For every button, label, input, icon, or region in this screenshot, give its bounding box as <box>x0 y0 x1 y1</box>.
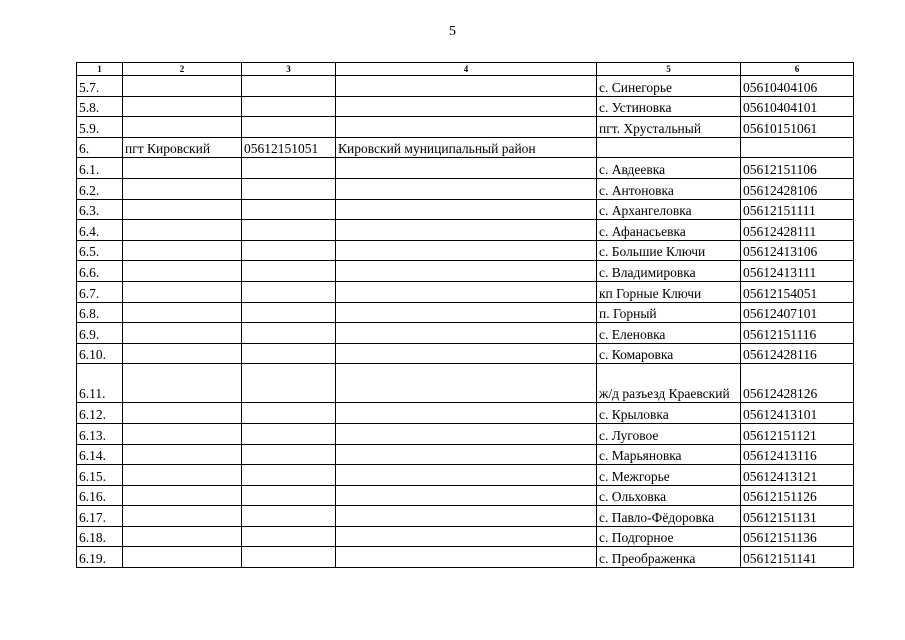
code-cell <box>741 137 854 158</box>
column2-cell <box>123 281 242 302</box>
column4-cell <box>336 178 597 199</box>
table-row <box>77 240 854 261</box>
locality-cell: с. Синегорье <box>597 76 741 97</box>
column4-cell <box>336 220 597 241</box>
row-number-cell: 6.14. <box>77 444 123 465</box>
row-number-cell: 6.19. <box>77 547 123 568</box>
table-row <box>77 178 854 199</box>
code-cell: 05612428116 <box>741 343 854 364</box>
column3-cell <box>242 364 336 403</box>
table-row <box>77 364 854 403</box>
row-number-cell: 6.13. <box>77 423 123 444</box>
code-cell: 05612151121 <box>741 423 854 444</box>
table-row <box>77 485 854 506</box>
column3-cell <box>242 423 336 444</box>
row-number-cell: 5.9. <box>77 117 123 138</box>
table-row <box>77 96 854 117</box>
column4-cell <box>336 444 597 465</box>
column2-cell <box>123 403 242 424</box>
table-row <box>77 302 854 323</box>
column4-cell <box>336 547 597 568</box>
locality-cell: с. Марьяновка <box>597 444 741 465</box>
row-number-cell: 6.17. <box>77 506 123 527</box>
column4-cell <box>336 485 597 506</box>
code-cell: 05610404101 <box>741 96 854 117</box>
table-row <box>77 117 854 138</box>
locality-cell: с. Межгорье <box>597 465 741 486</box>
column4-cell <box>336 403 597 424</box>
code-cell: 05612413121 <box>741 465 854 486</box>
row-number-cell: 6.12. <box>77 403 123 424</box>
column2-cell <box>123 240 242 261</box>
column4-cell <box>336 364 597 403</box>
column2-cell <box>123 261 242 282</box>
table-row <box>77 261 854 282</box>
locality-cell: с. Подгорное <box>597 526 741 547</box>
code-cell: 05610404106 <box>741 76 854 97</box>
row-number-cell: 6. <box>77 137 123 158</box>
column2-cell <box>123 506 242 527</box>
column3-cell <box>242 158 336 179</box>
column4-cell <box>336 343 597 364</box>
column3-cell <box>242 403 336 424</box>
table-row <box>77 465 854 486</box>
table-row <box>77 76 854 97</box>
column3-cell <box>242 302 336 323</box>
page-number: 5 <box>449 24 456 39</box>
locality-cell <box>597 137 741 158</box>
locality-cell: с. Ольховка <box>597 485 741 506</box>
column4-cell: Кировский муниципальный район <box>336 137 597 158</box>
locality-cell: с. Устиновка <box>597 96 741 117</box>
code-cell: 05610151061 <box>741 117 854 138</box>
code-cell: 05612413101 <box>741 403 854 424</box>
column3-cell <box>242 526 336 547</box>
settlements-table <box>76 62 854 568</box>
row-number-cell: 6.3. <box>77 199 123 220</box>
code-cell: 05612151116 <box>741 323 854 344</box>
table-row <box>77 137 854 158</box>
column2-cell <box>123 178 242 199</box>
row-number-cell: 6.8. <box>77 302 123 323</box>
column3-cell <box>242 96 336 117</box>
code-cell: 05612151126 <box>741 485 854 506</box>
table-row <box>77 281 854 302</box>
column4-cell <box>336 199 597 220</box>
column4-cell <box>336 76 597 97</box>
column3-cell <box>242 261 336 282</box>
table-row <box>77 343 854 364</box>
column3-cell: 05612151051 <box>242 137 336 158</box>
column2-cell <box>123 323 242 344</box>
column2-cell: пгт Кировский <box>123 137 242 158</box>
code-cell: 05612154051 <box>741 281 854 302</box>
row-number-cell: 6.10. <box>77 343 123 364</box>
column2-cell <box>123 76 242 97</box>
code-cell: 05612428106 <box>741 178 854 199</box>
code-cell: 05612413111 <box>741 261 854 282</box>
locality-cell: с. Большие Ключи <box>597 240 741 261</box>
code-cell: 05612151131 <box>741 506 854 527</box>
locality-cell: с. Комаровка <box>597 343 741 364</box>
locality-cell: с. Еленовка <box>597 323 741 344</box>
locality-cell: с. Павло-Фёдоровка <box>597 506 741 527</box>
column2-cell <box>123 158 242 179</box>
locality-cell: с. Архангеловка <box>597 199 741 220</box>
column-header: 2 <box>123 63 242 76</box>
column4-cell <box>336 526 597 547</box>
locality-cell: с. Афанасьевка <box>597 220 741 241</box>
table-row <box>77 323 854 344</box>
row-number-cell: 6.9. <box>77 323 123 344</box>
table-row <box>77 423 854 444</box>
locality-cell: с. Преображенка <box>597 547 741 568</box>
column3-cell <box>242 547 336 568</box>
column4-cell <box>336 323 597 344</box>
locality-cell: пгт. Хрустальный <box>597 117 741 138</box>
code-cell: 05612151141 <box>741 547 854 568</box>
column-header: 1 <box>77 63 123 76</box>
column2-cell <box>123 526 242 547</box>
locality-cell: кп Горные Ключи <box>597 281 741 302</box>
locality-cell: п. Горный <box>597 302 741 323</box>
table-body <box>77 76 854 568</box>
column3-cell <box>242 199 336 220</box>
column2-cell <box>123 343 242 364</box>
code-cell: 05612413116 <box>741 444 854 465</box>
table-row <box>77 444 854 465</box>
locality-cell: с. Антоновка <box>597 178 741 199</box>
code-cell: 05612428126 <box>741 364 854 403</box>
column3-cell <box>242 281 336 302</box>
column3-cell <box>242 117 336 138</box>
column2-cell <box>123 465 242 486</box>
row-number-cell: 6.2. <box>77 178 123 199</box>
column-header: 5 <box>597 63 741 76</box>
row-number-cell: 6.11. <box>77 364 123 403</box>
column2-cell <box>123 444 242 465</box>
column2-cell <box>123 117 242 138</box>
column3-cell <box>242 343 336 364</box>
code-cell: 05612413106 <box>741 240 854 261</box>
row-number-cell: 6.1. <box>77 158 123 179</box>
column2-cell <box>123 302 242 323</box>
locality-cell: с. Луговое <box>597 423 741 444</box>
column4-cell <box>336 302 597 323</box>
row-number-cell: 6.4. <box>77 220 123 241</box>
code-cell: 05612151111 <box>741 199 854 220</box>
code-cell: 05612151106 <box>741 158 854 179</box>
column4-cell <box>336 240 597 261</box>
row-number-cell: 5.7. <box>77 76 123 97</box>
column4-cell <box>336 96 597 117</box>
locality-cell: с. Крыловка <box>597 403 741 424</box>
column2-cell <box>123 423 242 444</box>
column4-cell <box>336 117 597 138</box>
column3-cell <box>242 178 336 199</box>
column2-cell <box>123 199 242 220</box>
column4-cell <box>336 423 597 444</box>
table-row <box>77 220 854 241</box>
column3-cell <box>242 76 336 97</box>
row-number-cell: 5.8. <box>77 96 123 117</box>
column2-cell <box>123 485 242 506</box>
column3-cell <box>242 220 336 241</box>
locality-cell: ж/д разъезд Краевский <box>597 364 741 403</box>
column4-cell <box>336 261 597 282</box>
row-number-cell: 6.16. <box>77 485 123 506</box>
locality-cell: с. Авдеевка <box>597 158 741 179</box>
row-number-cell: 6.7. <box>77 281 123 302</box>
table-row <box>77 547 854 568</box>
column-header: 4 <box>336 63 597 76</box>
column2-cell <box>123 220 242 241</box>
code-cell: 05612428111 <box>741 220 854 241</box>
column2-cell <box>123 547 242 568</box>
table-row <box>77 403 854 424</box>
column4-cell <box>336 465 597 486</box>
column3-cell <box>242 485 336 506</box>
table-row <box>77 506 854 527</box>
row-number-cell: 6.6. <box>77 261 123 282</box>
column3-cell <box>242 506 336 527</box>
locality-cell: с. Владимировка <box>597 261 741 282</box>
code-cell: 05612151136 <box>741 526 854 547</box>
table-row <box>77 158 854 179</box>
column4-cell <box>336 281 597 302</box>
column-header: 3 <box>242 63 336 76</box>
column4-cell <box>336 506 597 527</box>
code-cell: 05612407101 <box>741 302 854 323</box>
row-number-cell: 6.18. <box>77 526 123 547</box>
header-row <box>77 63 854 76</box>
column2-cell <box>123 96 242 117</box>
column3-cell <box>242 465 336 486</box>
column2-cell <box>123 364 242 403</box>
row-number-cell: 6.5. <box>77 240 123 261</box>
column3-cell <box>242 323 336 344</box>
column3-cell <box>242 444 336 465</box>
column-header: 6 <box>741 63 854 76</box>
column4-cell <box>336 158 597 179</box>
column3-cell <box>242 240 336 261</box>
table-row <box>77 526 854 547</box>
row-number-cell: 6.15. <box>77 465 123 486</box>
table-row <box>77 199 854 220</box>
